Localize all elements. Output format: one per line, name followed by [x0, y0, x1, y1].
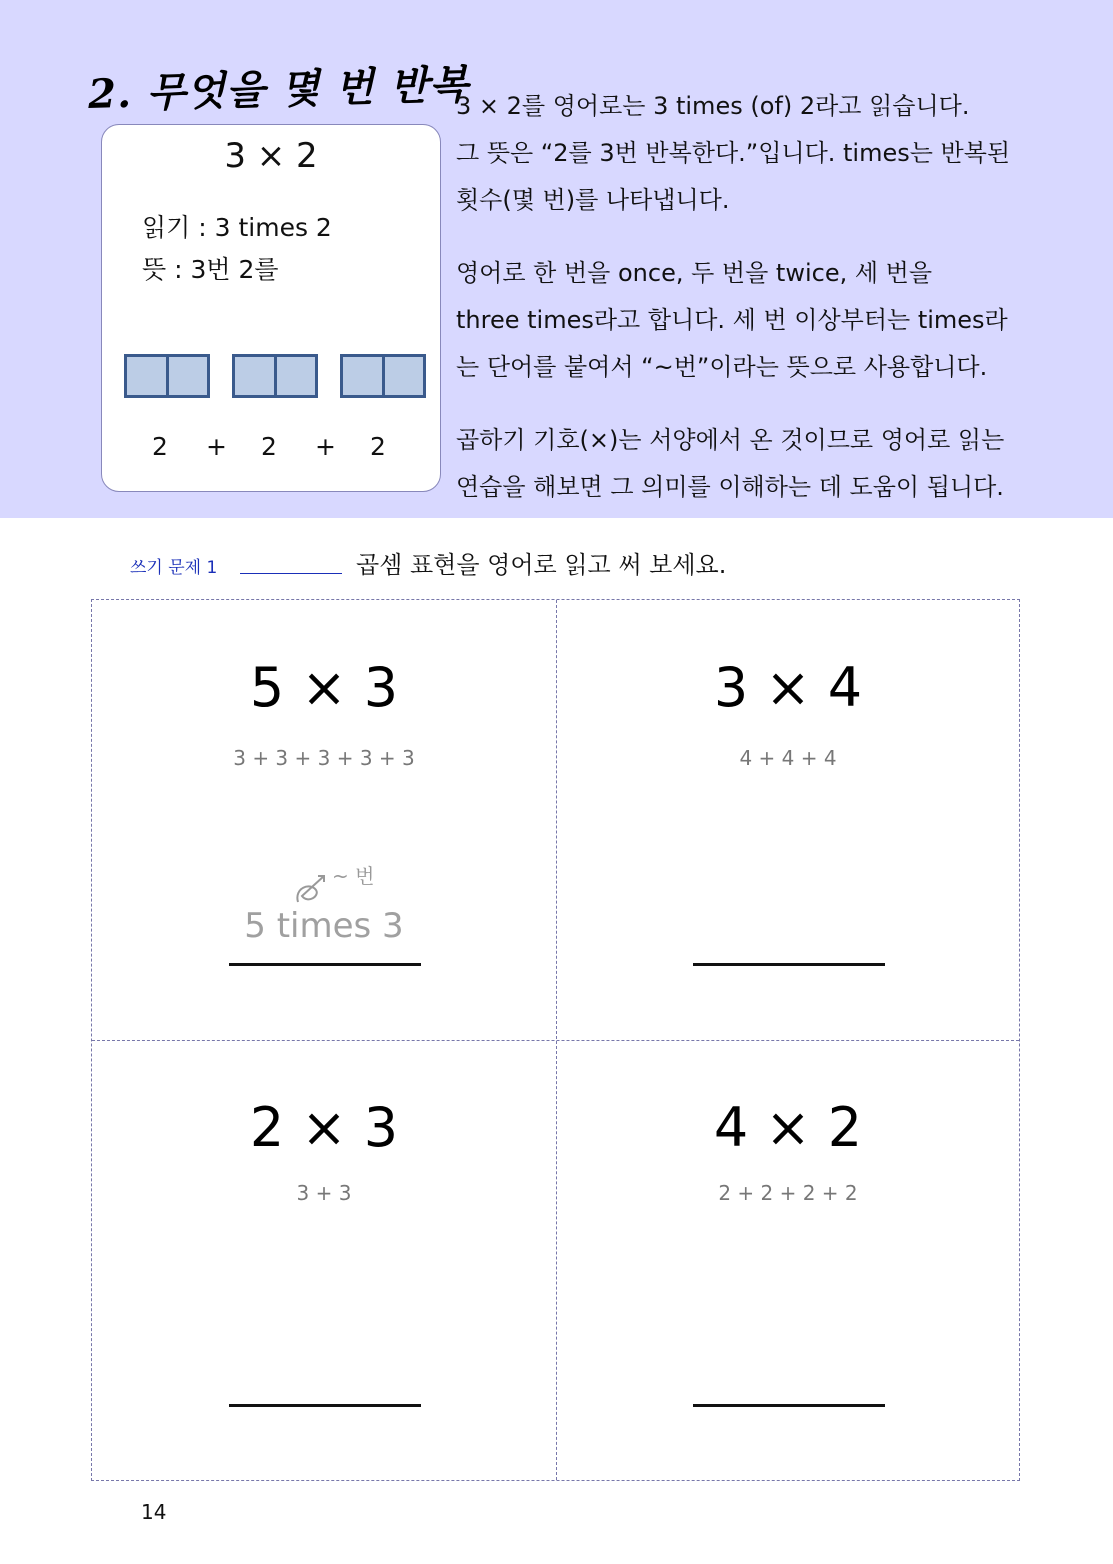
problem-repeated-sum: 3 + 3 + 3 + 3 + 3	[233, 746, 415, 770]
explanation-line: 곱하기 기호(×)는 서양에서 온 것이므로 영어로 읽는	[456, 426, 1005, 454]
example-reading: 읽기 : 3 times 2	[142, 213, 332, 242]
exercise-instruction: 곱셈 표현을 영어로 읽고 써 보세요.	[356, 551, 727, 579]
exercise-label: 쓰기 문제 1	[130, 558, 218, 578]
problem-expression: 5 × 3	[249, 656, 399, 719]
page-number: 14	[141, 1500, 167, 1524]
problem-expression: 4 × 2	[713, 1096, 863, 1159]
block-cell	[127, 357, 166, 395]
problem-grid	[91, 599, 1020, 1481]
explanation-line: 횟수(몇 번)를 나타냅니다.	[456, 186, 730, 214]
hint-note: ~ 번	[332, 864, 375, 888]
example-meaning: 뜻 : 3번 2를	[142, 255, 279, 284]
exercise-label-underline	[240, 573, 342, 574]
block-cell	[274, 357, 316, 395]
block-cell	[343, 357, 382, 395]
problem-cell-3	[92, 1040, 556, 1480]
block-cell	[235, 357, 274, 395]
hint-arrow-icon	[292, 868, 332, 908]
addend: 2	[152, 432, 168, 461]
explanation-paragraph-3	[456, 417, 1056, 511]
explanation-line: 는 단어를 붙여서 “~번”이라는 뜻으로 사용합니다.	[456, 353, 988, 381]
addend: 2	[370, 432, 386, 461]
explanation-paragraph-1	[456, 83, 1056, 224]
plus-sign: +	[206, 432, 227, 461]
answer-line[interactable]	[229, 1404, 421, 1407]
problem-cell-4	[556, 1040, 1020, 1480]
explanation-line: 그 뜻은 “2를 3번 반복한다.”입니다. times는 반복된	[456, 139, 1011, 167]
problem-expression: 2 × 3	[249, 1096, 399, 1159]
answer-line[interactable]	[693, 963, 885, 966]
sample-answer: 5 times 3	[244, 906, 404, 946]
problem-repeated-sum: 2 + 2 + 2 + 2	[718, 1181, 858, 1205]
block-group	[124, 354, 210, 398]
problem-repeated-sum: 3 + 3	[296, 1181, 352, 1205]
block-group	[340, 354, 426, 398]
problem-cell-1	[92, 600, 556, 1040]
block-cell	[382, 357, 424, 395]
answer-line[interactable]	[229, 963, 421, 966]
explanation-line: 영어로 한 번을 once, 두 번을 twice, 세 번을	[456, 259, 933, 287]
exercise-header	[0, 545, 1113, 585]
example-expression: 3 × 2	[224, 136, 318, 176]
explanation-line: three times라고 합니다. 세 번 이상부터는 times라	[456, 306, 1008, 334]
problem-expression: 3 × 4	[713, 656, 863, 719]
addend: 2	[261, 432, 277, 461]
explanation-paragraph-2	[456, 250, 1056, 391]
problem-cell-2	[556, 600, 1020, 1040]
section-title: 2. 무엇을 몇 번 반복	[87, 61, 470, 118]
block-cell	[166, 357, 208, 395]
problem-repeated-sum: 4 + 4 + 4	[739, 746, 837, 770]
answer-line[interactable]	[693, 1404, 885, 1407]
plus-sign: +	[315, 432, 336, 461]
explanation-line: 연습을 해보면 그 의미를 이해하는 데 도움이 됩니다.	[456, 473, 1004, 501]
explanation-line: 3 × 2를 영어로는 3 times (of) 2라고 읽습니다.	[456, 92, 970, 120]
block-group	[232, 354, 318, 398]
block-model	[124, 354, 428, 400]
